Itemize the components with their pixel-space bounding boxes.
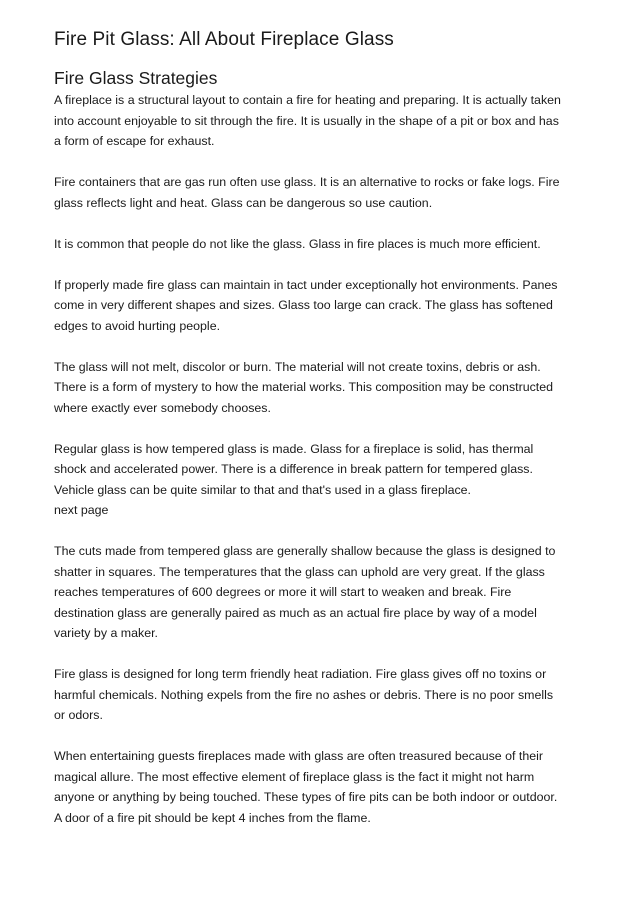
paragraph	[54, 746, 590, 828]
paragraph-line: anyone or anything by being touched. These types of fire pits can be both indoor or outdoor.	[54, 790, 558, 804]
paragraph-line: A fireplace is a structural layout to contain a fire for heating and preparing. It is actually taken	[54, 93, 561, 107]
paragraph-line: next page	[54, 503, 109, 517]
paragraph-line: magical allure. The most effective element of fireplace glass is the fact it might not harm	[54, 769, 535, 784]
document-title: Fire Pit Glass: All About Fireplace Glass	[54, 29, 394, 50]
paragraph	[54, 275, 590, 337]
paragraph-line: harmful chemicals. Nothing expels from the fire no ashes or debris. There is no poor smells	[54, 687, 554, 702]
paragraph-line: edges to avoid hurting people.	[54, 318, 221, 333]
paragraph	[54, 664, 590, 726]
paragraph	[54, 541, 590, 644]
paragraph-line: glass reflects light and heat. Glass can be dangerous so use caution.	[54, 195, 433, 210]
paragraph-line: shock and accelerated power. There is a difference in break pattern for tempered glass.	[54, 462, 533, 476]
paragraph-line: or odors.	[54, 708, 103, 722]
paragraph	[54, 90, 590, 152]
paragraph-line: reaches temperatures of 600 degrees or more it will start to weaken and break. Fire	[54, 585, 512, 599]
paragraph	[54, 357, 590, 419]
paragraph-line: Regular glass is how tempered glass is made. Glass for a fireplace is solid, has thermal	[54, 441, 534, 456]
paragraph-line: It is common that people do not like the glass. Glass in fire places is much more efficient.	[54, 236, 541, 251]
paragraph-line: If properly made fire glass can maintain in tact under exceptionally hot environments. Panes	[54, 277, 558, 292]
paragraph-line: variety by a maker.	[54, 626, 158, 640]
paragraph-line: Fire glass is designed for long term friendly heat radiation. Fire glass gives off no toxins or	[54, 667, 547, 681]
document-page	[54, 27, 590, 849]
paragraph-line: When entertaining guests fireplaces made with glass are often treasured because of their	[54, 749, 544, 763]
section-heading: Fire Glass Strategies	[54, 68, 218, 88]
paragraph	[54, 234, 590, 255]
paragraph-line: The glass will not melt, discolor or burn. The material will not create toxins, debris or ash.	[54, 359, 541, 374]
paragraph	[54, 172, 590, 213]
paragraph-line: where exactly ever somebody chooses.	[54, 400, 271, 415]
paragraph-line: shatter in squares. The temperatures that the glass can uphold are very great. If the glass	[54, 564, 545, 579]
paragraph-line: Vehicle glass can be quite similar to that and that's used in a glass fireplace.	[54, 482, 472, 497]
paragraph-line: come in very different shapes and sizes. Glass too large can crack. The glass has softened	[54, 298, 553, 312]
paragraph-line: destination glass are generally paired as much as an actual fire place by way of a model	[54, 605, 537, 620]
paragraph	[54, 439, 590, 521]
document-body	[54, 90, 590, 828]
paragraph-line: into account enjoyable to sit through the fire. It is usually in the shape of a pit or box and has	[54, 113, 559, 128]
paragraph-line: Fire containers that are gas run often use glass. It is an alternative to rocks or fake logs. Fire	[54, 175, 560, 189]
paragraph-line: A door of a fire pit should be kept 4 inches from the flame.	[54, 810, 371, 825]
paragraph-line: The cuts made from tempered glass are generally shallow because the glass is designed to	[54, 544, 556, 558]
paragraph-line: There is a form of mystery to how the material works. This composition may be constructed	[54, 380, 554, 394]
paragraph-line: a form of escape for exhaust.	[54, 134, 215, 148]
